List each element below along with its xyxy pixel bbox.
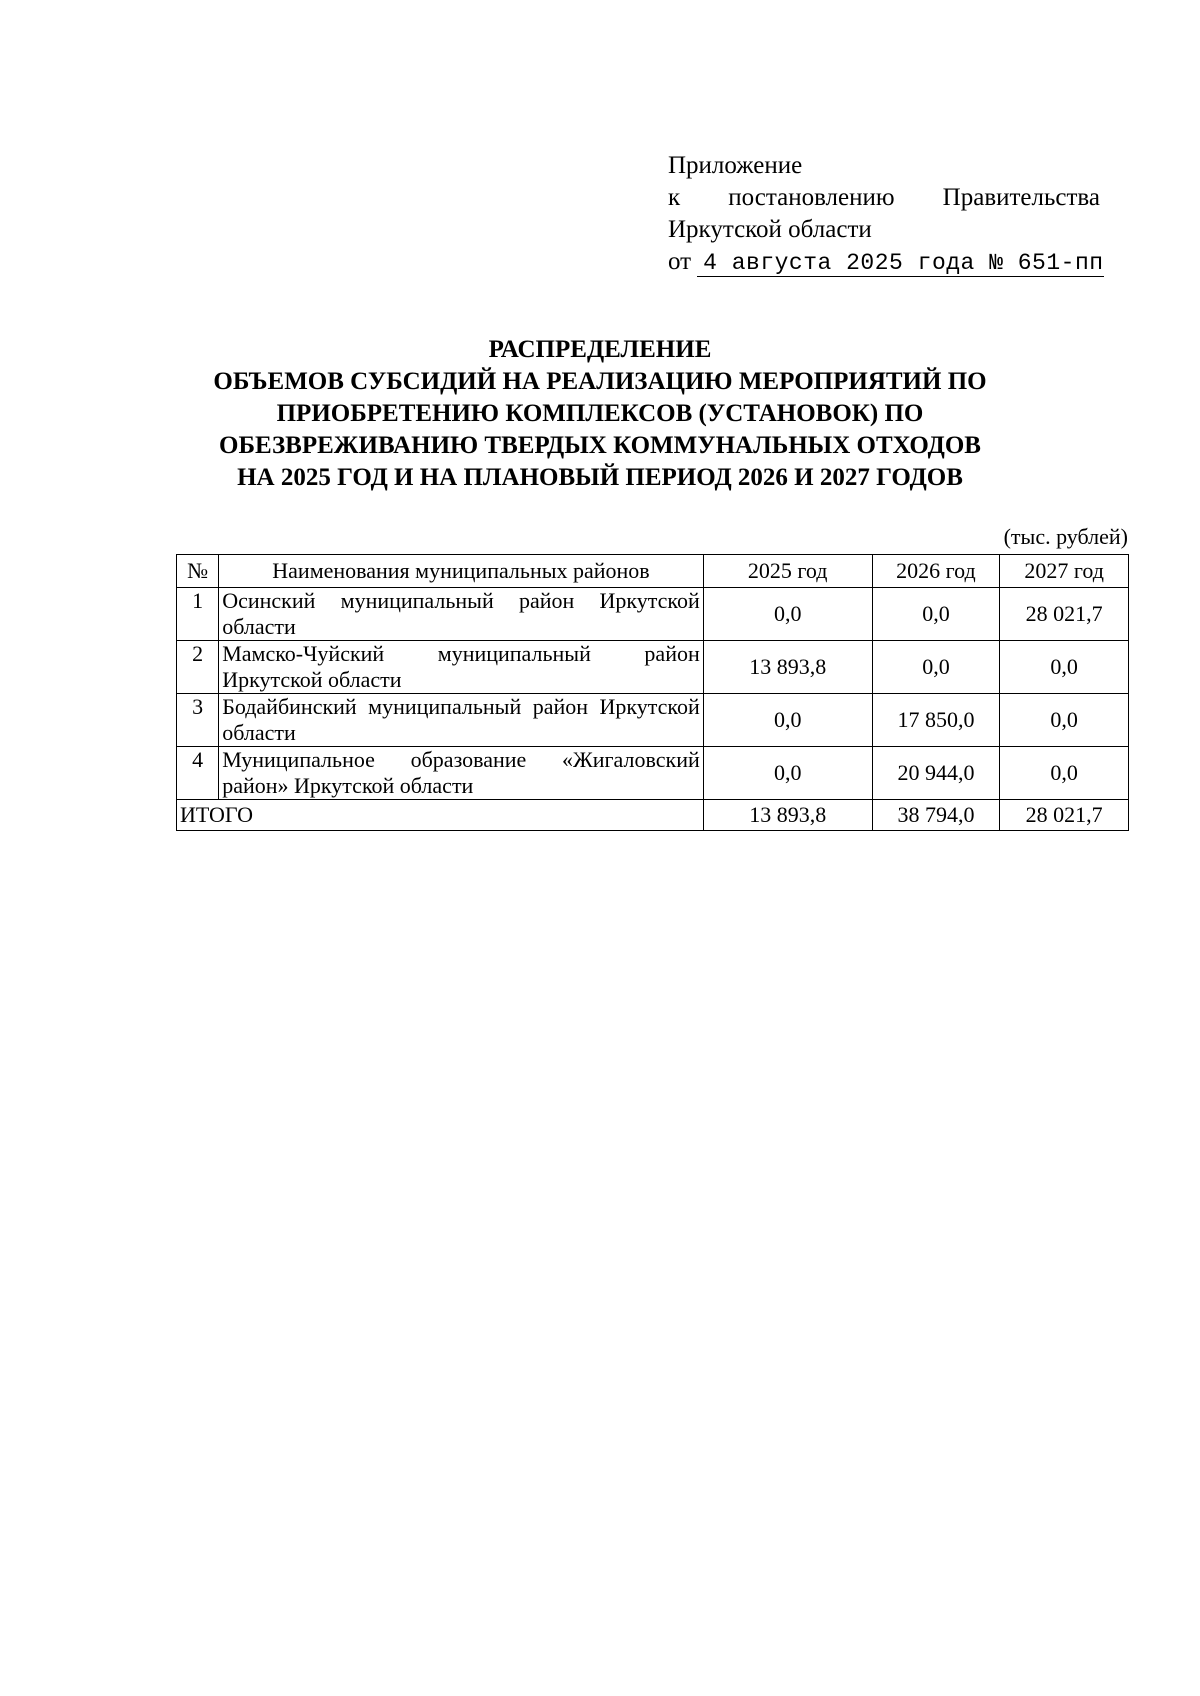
appendix-date-row [668, 246, 1108, 278]
title-line-5: НА 2025 ГОД И НА ПЛАНОВЫЙ ПЕРИОД 2026 И 2027 ГОДОВ [237, 464, 963, 491]
table-row [177, 641, 1129, 694]
appendix-reference [668, 182, 1100, 214]
value-2025: 0,0 [703, 747, 872, 800]
district-name: Осинский муниципальный район Иркутской области [219, 588, 704, 641]
header-year-2025: 2025 год [703, 555, 872, 588]
subsidy-table [176, 554, 1129, 831]
row-number: 2 [177, 641, 219, 694]
resolution-date-number: 4 августа 2025 года № 651-пп [697, 250, 1103, 277]
value-2027: 28 021,7 [1000, 588, 1129, 641]
value-2027: 0,0 [1000, 694, 1129, 747]
header-year-2026: 2026 год [872, 555, 1000, 588]
document-title [150, 334, 1050, 494]
table-total-row [177, 800, 1129, 831]
district-name: Муниципальное образование «Жигаловский район» Иркутской области [219, 747, 704, 800]
appendix-word-government: Правительства [942, 184, 1100, 211]
table-row [177, 694, 1129, 747]
value-2025: 13 893,8 [703, 641, 872, 694]
value-2026: 0,0 [872, 588, 1000, 641]
total-label: ИТОГО [177, 800, 704, 831]
appendix-word-to: к [668, 184, 681, 211]
value-2026: 20 944,0 [872, 747, 1000, 800]
table-row [177, 747, 1129, 800]
title-line-1: РАСПРЕДЕЛЕНИЕ [488, 336, 712, 363]
district-name: Бодайбинский муниципальный район Иркутской области [219, 694, 704, 747]
value-2025: 0,0 [703, 694, 872, 747]
appendix-word-resolution: постановлению [728, 184, 895, 211]
total-2026: 38 794,0 [872, 800, 1000, 831]
value-2026: 0,0 [872, 641, 1000, 694]
header-number: № [177, 555, 219, 588]
row-number: 1 [177, 588, 219, 641]
row-number: 3 [177, 694, 219, 747]
value-2027: 0,0 [1000, 747, 1129, 800]
total-2027: 28 021,7 [1000, 800, 1129, 831]
district-name: Мамско-Чуйский муниципальный район Иркутской области [219, 641, 704, 694]
appendix-heading: Приложение [668, 152, 803, 179]
value-2026: 17 850,0 [872, 694, 1000, 747]
appendix-region: Иркутской области [668, 216, 872, 243]
units-note: (тыс. рублей) [1003, 524, 1128, 549]
title-line-2: ОБЪЕМОВ СУБСИДИЙ НА РЕАЛИЗАЦИЮ МЕРОПРИЯТИЙ ПО [213, 368, 987, 395]
row-number: 4 [177, 747, 219, 800]
appendix-block [668, 150, 1108, 278]
value-2027: 0,0 [1000, 641, 1129, 694]
header-district-name: Наименования муниципальных районов [219, 555, 704, 588]
title-line-3: ПРИОБРЕТЕНИЮ КОМПЛЕКСОВ (УСТАНОВОК) ПО [276, 400, 924, 427]
total-2025: 13 893,8 [703, 800, 872, 831]
appendix-from-label: от [668, 248, 692, 275]
header-year-2027: 2027 год [1000, 555, 1129, 588]
value-2025: 0,0 [703, 588, 872, 641]
title-line-4: ОБЕЗВРЕЖИВАНИЮ ТВЕРДЫХ КОММУНАЛЬНЫХ ОТХОДОВ [219, 432, 981, 459]
table-row [177, 588, 1129, 641]
table-header-row [177, 555, 1129, 588]
